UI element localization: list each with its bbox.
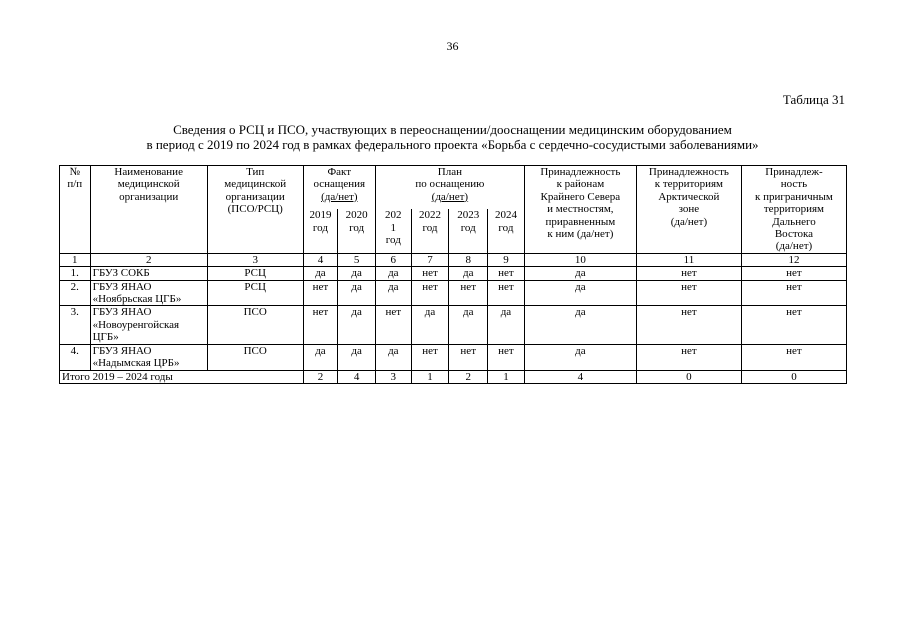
cell-line: и местностям, xyxy=(547,203,614,216)
column-number: 2 xyxy=(90,253,207,266)
cell-line: Факт xyxy=(327,166,352,178)
table-caption xyxy=(60,122,845,152)
cell-y2020: да xyxy=(338,306,376,344)
cell-line: 1 xyxy=(390,221,397,234)
cell-line: (да/нет) xyxy=(670,215,708,228)
row-number: 2. xyxy=(60,280,91,306)
header-year-2020 xyxy=(338,209,376,253)
column-numbers xyxy=(60,253,847,266)
cell-line-underlined: (да/нет) xyxy=(321,190,358,203)
column-number: 5 xyxy=(338,253,376,266)
organization-type: РСЦ xyxy=(207,267,303,280)
cell-y2023: да xyxy=(449,267,488,280)
cell-line: 2020 xyxy=(345,209,368,222)
column-number: 9 xyxy=(488,253,525,266)
header-name xyxy=(90,166,207,254)
cell-y2019: да xyxy=(303,267,338,280)
cell-line: год xyxy=(422,221,438,234)
caption-line-2: в период с 2019 по 2024 год в рамках федерального проекта «Борьба с сердечно-сосудистыми заболеваниями» xyxy=(146,137,759,152)
row-number: 4. xyxy=(60,344,91,370)
cell-border: нет xyxy=(741,306,846,344)
cell-line: Принадлеж- xyxy=(765,166,823,178)
cell-arctic: нет xyxy=(636,344,741,370)
header-arctic xyxy=(636,166,741,254)
header-row-1 xyxy=(60,166,847,210)
cell-line: 202 xyxy=(385,209,402,222)
equipment-table xyxy=(59,165,847,384)
table-header xyxy=(60,166,847,254)
cell-border: нет xyxy=(741,280,846,306)
cell-line: приравненным xyxy=(545,215,616,228)
cell-y2020: да xyxy=(338,280,376,306)
cell-line xyxy=(378,191,522,203)
cell-y2020: да xyxy=(338,267,376,280)
cell-y2019: да xyxy=(303,344,338,370)
organization-name xyxy=(90,306,207,344)
cell-line: год xyxy=(385,234,401,247)
column-number: 10 xyxy=(524,253,636,266)
cell-y2019: нет xyxy=(303,280,338,306)
table-row xyxy=(60,280,847,306)
cell-line: территориям xyxy=(763,203,825,216)
cell-line: «Надымская ЦРБ» xyxy=(92,357,180,370)
table-body xyxy=(60,267,847,370)
cell-line: год xyxy=(498,221,514,234)
cell-line: ГБУЗ ЯНАО xyxy=(92,280,152,293)
cell-y2024: да xyxy=(488,306,525,344)
header-year-2022 xyxy=(411,209,449,253)
cell-line: ГБУЗ СОКБ xyxy=(92,267,150,280)
totals-north: 4 xyxy=(524,370,636,383)
cell-y2023: нет xyxy=(449,344,488,370)
cell-line: Принадлежность xyxy=(648,166,729,178)
cell-y2022: да xyxy=(411,306,449,344)
table-row xyxy=(60,344,847,370)
column-number: 3 xyxy=(207,253,303,266)
cell-line: «Новоуренгойская xyxy=(92,318,180,331)
cell-line: ЦГБ» xyxy=(92,331,119,344)
cell-y2021: нет xyxy=(375,306,411,344)
cell-line: Дальнего xyxy=(772,215,816,228)
cell-north: да xyxy=(524,280,636,306)
table-label: Таблица 31 xyxy=(782,92,845,107)
cell-line: 2019 xyxy=(309,209,332,222)
header-north xyxy=(524,166,636,254)
organization-name xyxy=(90,267,207,280)
cell-line: 2024 xyxy=(494,209,517,222)
organization-type: ПСО xyxy=(207,344,303,370)
cell-line: к территориям xyxy=(654,178,724,191)
totals-label: Итого 2019 – 2024 годы xyxy=(60,370,304,383)
organization-name xyxy=(90,280,207,306)
organization-type: РСЦ xyxy=(207,280,303,306)
cell-line xyxy=(306,191,373,203)
table-row xyxy=(60,306,847,344)
column-number: 6 xyxy=(375,253,411,266)
cell-border: нет xyxy=(741,267,846,280)
cell-line: п/п xyxy=(67,178,83,191)
totals-arctic: 0 xyxy=(636,370,741,383)
header-year-2019 xyxy=(303,209,338,253)
cell-arctic: нет xyxy=(636,280,741,306)
column-number: 11 xyxy=(636,253,741,266)
cell-line: Востока xyxy=(774,228,814,241)
header-type xyxy=(207,166,303,254)
totals-border: 0 xyxy=(741,370,846,383)
cell-line: к приграничным xyxy=(755,190,833,203)
cell-line: зоне xyxy=(678,203,700,216)
header-year-2024 xyxy=(488,209,525,253)
cell-north: да xyxy=(524,306,636,344)
cell-line: к районам xyxy=(556,178,605,191)
column-number: 4 xyxy=(303,253,338,266)
totals-2019: 2 xyxy=(303,370,338,383)
table-footer xyxy=(60,370,847,383)
cell-y2024: нет xyxy=(488,280,525,306)
header-year-2023 xyxy=(449,209,488,253)
column-number: 7 xyxy=(411,253,449,266)
totals-2022: 1 xyxy=(411,370,449,383)
cell-line: № xyxy=(69,166,81,178)
table-row xyxy=(60,267,847,280)
row-number: 3. xyxy=(60,306,91,344)
column-number: 8 xyxy=(449,253,488,266)
header-border xyxy=(741,166,846,254)
cell-line: медицинской xyxy=(224,178,287,191)
cell-y2021: да xyxy=(375,267,411,280)
totals-2024: 1 xyxy=(488,370,525,383)
cell-arctic: нет xyxy=(636,306,741,344)
cell-line: год xyxy=(460,221,476,234)
column-number: 12 xyxy=(741,253,846,266)
cell-line: оснащения xyxy=(313,178,366,191)
totals-2020: 4 xyxy=(338,370,376,383)
cell-y2024: нет xyxy=(488,267,525,280)
column-number: 1 xyxy=(60,253,91,266)
cell-north: да xyxy=(524,344,636,370)
cell-line: 2023 xyxy=(457,209,480,222)
organization-type: ПСО xyxy=(207,306,303,344)
cell-line: Арктической xyxy=(658,190,720,203)
cell-y2023: да xyxy=(449,306,488,344)
cell-line: План xyxy=(437,166,462,178)
cell-line: Тип xyxy=(246,166,265,178)
organization-name xyxy=(90,344,207,370)
header-fact xyxy=(303,166,375,210)
cell-y2020: да xyxy=(338,344,376,370)
cell-line: 2022 xyxy=(418,209,441,222)
header-plan xyxy=(375,166,524,210)
cell-y2021: да xyxy=(375,280,411,306)
cell-line: «Ноябрьская ЦГБ» xyxy=(92,293,182,306)
cell-y2022: нет xyxy=(411,267,449,280)
header-num xyxy=(60,166,91,254)
cell-line: по оснащению xyxy=(415,178,485,191)
cell-line: организации xyxy=(119,190,179,203)
totals-row xyxy=(60,370,847,383)
cell-line: медицинской xyxy=(117,178,180,191)
cell-y2021: да xyxy=(375,344,411,370)
totals-2021: 3 xyxy=(375,370,411,383)
cell-line: Наименование xyxy=(114,166,183,178)
column-number-row xyxy=(60,253,847,266)
cell-line: к ним (да/нет) xyxy=(547,228,614,241)
cell-y2022: нет xyxy=(411,280,449,306)
cell-line: (ПСО/РСЦ) xyxy=(227,203,283,216)
totals-2023: 2 xyxy=(449,370,488,383)
cell-line-underlined: (да/нет) xyxy=(431,190,469,203)
cell-line: Принадлежность xyxy=(540,166,621,178)
caption-line-1: Сведения о РСЦ и ПСО, участвующих в переоснащении/дооснащении медицинским оборудованием xyxy=(173,122,732,137)
cell-line: ГБУЗ ЯНАО xyxy=(92,344,152,357)
cell-line: ность xyxy=(780,178,808,191)
cell-line: (да/нет) xyxy=(775,240,813,253)
row-number: 1. xyxy=(60,267,91,280)
cell-y2022: нет xyxy=(411,344,449,370)
cell-border: нет xyxy=(741,344,846,370)
cell-line: ГБУЗ ЯНАО xyxy=(92,306,152,319)
cell-y2023: нет xyxy=(449,280,488,306)
cell-y2024: нет xyxy=(488,344,525,370)
cell-line: год xyxy=(349,221,365,234)
header-year-2021 xyxy=(375,209,411,253)
cell-line: Крайнего Севера xyxy=(540,190,621,203)
cell-line: организации xyxy=(225,190,285,203)
cell-y2019: нет xyxy=(303,306,338,344)
cell-north: да xyxy=(524,267,636,280)
cell-arctic: нет xyxy=(636,267,741,280)
page-number: 36 xyxy=(446,39,459,53)
cell-line: год xyxy=(312,221,328,234)
